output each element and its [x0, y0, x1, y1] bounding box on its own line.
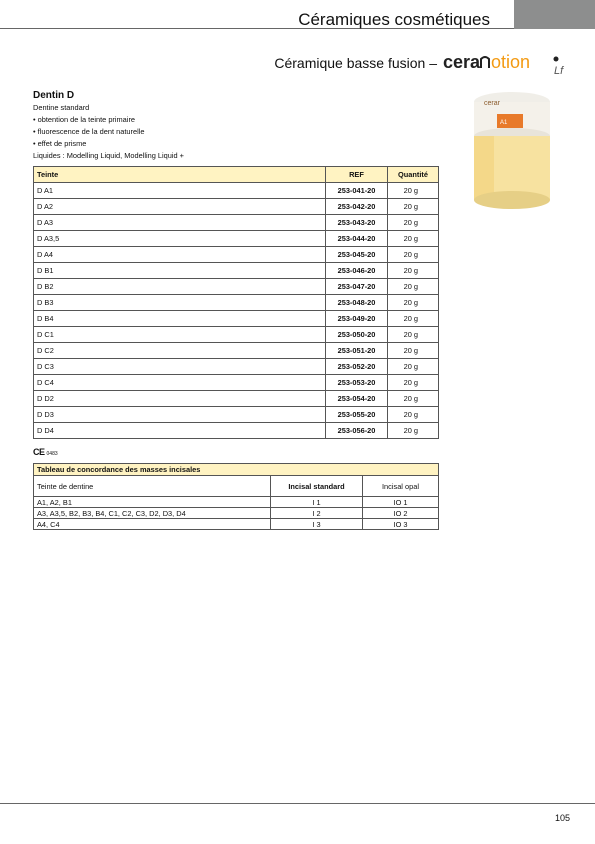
table-cell: D C4 — [34, 375, 326, 391]
table-cell: I 2 — [271, 508, 363, 519]
table-cell: 253-042-20 — [326, 199, 388, 215]
table-header-row — [34, 476, 439, 497]
table-row — [34, 343, 439, 359]
subtitle: Céramique basse fusion – — [274, 55, 437, 71]
table-row — [34, 231, 439, 247]
table-row — [34, 508, 439, 519]
table-cell: D C3 — [34, 359, 326, 375]
table-row — [34, 423, 439, 439]
product-jar-image — [462, 88, 562, 218]
table-cell: D A4 — [34, 247, 326, 263]
table-cell: IO 2 — [363, 508, 439, 519]
table-cell: 20 g — [388, 391, 439, 407]
table-cell: 253-043-20 — [326, 215, 388, 231]
description-line: • obtention de la teinte primaire — [33, 115, 136, 124]
concordance-table-body — [34, 497, 439, 530]
table-cell: 253-053-20 — [326, 375, 388, 391]
column-header: Incisal opal — [363, 476, 439, 497]
concordance-table — [33, 463, 439, 530]
jar-label: cerar — [484, 100, 500, 107]
table-cell: 253-056-20 — [326, 423, 388, 439]
section-title: Céramiques cosmétiques — [298, 10, 490, 29]
table-cell: D B2 — [34, 279, 326, 295]
table-header-row — [34, 167, 439, 183]
table-row — [34, 183, 439, 199]
table-cell: D A2 — [34, 199, 326, 215]
product-description — [33, 102, 184, 162]
table-row — [34, 497, 439, 508]
table-cell: 20 g — [388, 263, 439, 279]
svg-text:otion: otion — [491, 52, 531, 72]
table-row — [34, 327, 439, 343]
table-cell: 20 g — [388, 311, 439, 327]
table-cell: D B4 — [34, 311, 326, 327]
table-cell: 253-052-20 — [326, 359, 388, 375]
column-header: Incisal standard — [271, 476, 363, 497]
table-cell: 20 g — [388, 343, 439, 359]
table-cell: A1, A2, B1 — [34, 497, 271, 508]
product-name: Dentin D — [33, 90, 75, 101]
table-cell: 253-051-20 — [326, 343, 388, 359]
table-cell: D D4 — [34, 423, 326, 439]
table-cell: 253-050-20 — [326, 327, 388, 343]
table-cell: D B3 — [34, 295, 326, 311]
shade-table-body — [34, 183, 439, 439]
table-cell: 20 g — [388, 279, 439, 295]
table-cell: D D2 — [34, 391, 326, 407]
table-cell: 20 g — [388, 375, 439, 391]
table-cell: 20 g — [388, 407, 439, 423]
table-cell: 20 g — [388, 231, 439, 247]
table-row — [34, 263, 439, 279]
table-row — [34, 247, 439, 263]
table-cell: 20 g — [388, 327, 439, 343]
table-cell: 253-046-20 — [326, 263, 388, 279]
table-cell: A3, A3,5, B2, B3, B4, C1, C2, C3, D2, D3, D4 — [34, 508, 271, 519]
ce-letters: CE — [33, 447, 45, 457]
table-cell: 253-044-20 — [326, 231, 388, 247]
svg-text:cera: cera — [443, 52, 481, 72]
shade-table — [33, 166, 439, 439]
table-row — [34, 311, 439, 327]
column-header: REF — [326, 167, 388, 183]
jar-shade: A1 — [500, 120, 508, 126]
table-row — [34, 199, 439, 215]
table-cell: 253-049-20 — [326, 311, 388, 327]
table-row — [34, 279, 439, 295]
table-row — [34, 295, 439, 311]
table-cell: 20 g — [388, 247, 439, 263]
svg-text:Lf: Lf — [554, 65, 564, 76]
ce-mark — [33, 447, 58, 457]
table-cell: D A3 — [34, 215, 326, 231]
ce-number: 0483 — [46, 451, 58, 457]
table-cell: 20 g — [388, 359, 439, 375]
table-row — [34, 391, 439, 407]
table-cell: D C2 — [34, 343, 326, 359]
footer-rule — [0, 803, 595, 804]
table-cell: I 3 — [271, 519, 363, 530]
table-cell: 253-045-20 — [326, 247, 388, 263]
subtitle-row — [274, 50, 571, 76]
table-cell: 20 g — [388, 423, 439, 439]
column-header: Teinte — [34, 167, 326, 183]
table-cell: 253-048-20 — [326, 295, 388, 311]
column-header: Teinte de dentine — [34, 476, 271, 497]
table-cell: 253-041-20 — [326, 183, 388, 199]
table-row — [34, 519, 439, 530]
table-cell: D A1 — [34, 183, 326, 199]
table-cell: 253-054-20 — [326, 391, 388, 407]
table-row — [34, 359, 439, 375]
table-cell: 253-047-20 — [326, 279, 388, 295]
page-number: 105 — [554, 813, 570, 823]
table-cell: 20 g — [388, 215, 439, 231]
table-cell: D C1 — [34, 327, 326, 343]
ceramotion-logo — [443, 50, 571, 76]
table-cell: 20 g — [388, 199, 439, 215]
description-line: Liquides : Modelling Liquid, Modelling Liquid + — [33, 151, 184, 160]
table-row — [34, 407, 439, 423]
description-line: • fluorescence de la dent naturelle — [33, 127, 145, 136]
table-cell: IO 3 — [363, 519, 439, 530]
table-cell: 20 g — [388, 295, 439, 311]
table-caption: Tableau de concordance des masses incisales — [34, 464, 439, 476]
corner-tab — [514, 0, 595, 29]
table-cell: D B1 — [34, 263, 326, 279]
description-line: • effet de prisme — [33, 139, 87, 148]
table-cell: IO 1 — [363, 497, 439, 508]
table-cell: 253-055-20 — [326, 407, 388, 423]
table-cell: I 1 — [271, 497, 363, 508]
table-cell: D D3 — [34, 407, 326, 423]
column-header: Quantité — [388, 167, 439, 183]
description-line: Dentine standard — [33, 103, 90, 112]
table-cell: A4, C4 — [34, 519, 271, 530]
table-row — [34, 215, 439, 231]
table-row — [34, 375, 439, 391]
table-cell: 20 g — [388, 183, 439, 199]
table-cell: D A3,5 — [34, 231, 326, 247]
